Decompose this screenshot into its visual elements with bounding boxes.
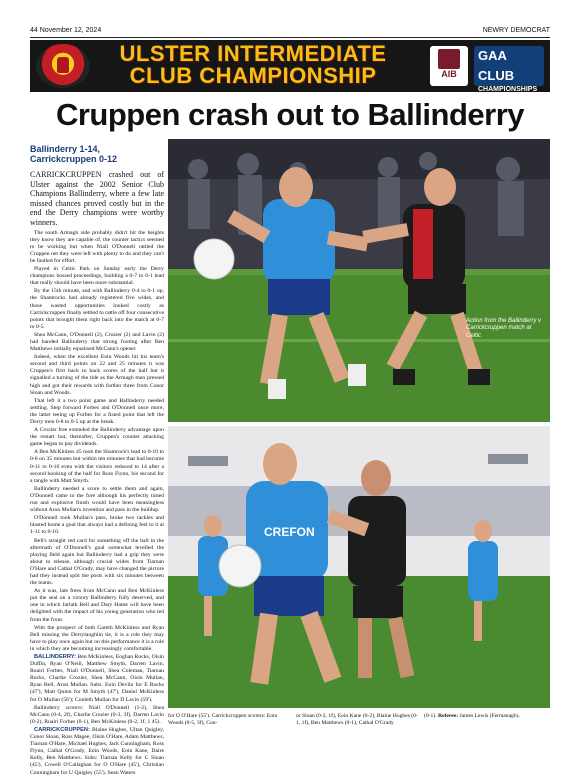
gaa-club-logo [474, 46, 544, 93]
match-photo-2 [168, 426, 550, 708]
referee-label: Referee: [438, 713, 459, 719]
banner-title [108, 43, 398, 87]
body-paragraph: The south Armagh side probably didn't hit the heights they know they are capable of, the counter tactics seemed to be working but when Niall O'Donnell rattled the Cruppen net they were left with plenty to do and they can't be faulted for effort. [30, 229, 164, 264]
ulster-crest-icon [36, 44, 90, 88]
ballinderry-scorers: Ballinderry scorers: Niall O'Donnell (1-2), Shea McCann (0-4, 2f), Charlie Crozier (0-3, 3f), Darren Lavin (0-2), Ruairi Forbes (0-1), Ben McKinless (0-2, 1f, 1 45). [30, 704, 164, 725]
shirt-sponsor: CREFON [264, 525, 315, 539]
continuation-col-1: for O O'Hare (55'). Carrickcruppen scorers: Eoin Woods (0-5, 3f), Con- [168, 713, 278, 726]
body-paragraph: Played in Celtic Park on Sunday early the Derry champions bossed proceedings, building a 0-7 to 0-1 lead that really should have been more substantial. [30, 266, 164, 287]
carrick-lineup [30, 727, 164, 777]
article-column [30, 140, 165, 776]
body-paragraph: As it was, late frees from McCann and Ben McKinless put the seal on a victory Ballinderry fully deserved, and one in which Jarlath Bell and Dary Hame will have been delighted with the impact of his young generation who led from the front. [30, 588, 164, 623]
body-paragraph: A Ben McKinless 45 took the Shamrock's lead to 0-10 to 0-6 on 35 minutes but within ten minutes that had become 0-11 to 0-10 even with the visitors reduced to 14 after a second booking of the half for Ross Flynn, his second for a tangle with Matt Smyth. [30, 449, 164, 484]
body-paragraph: With the prospect of both Gareth McKinless and Ryan Bell missing the Derrylaughlin tie, it is a role they may have to play once again but on this performance it is a role in which they are becoming increasingly comfortable. [30, 624, 164, 652]
ballinderry-heading: BALLINDERRY: [34, 654, 77, 660]
continuation-col-3 [424, 713, 550, 735]
body-paragraph: That left it a two point game and Ballinderry needed settling. Step forward Forbes and O'Donnell once more, the latter teeing up Forbes for a fisted point that left the Derry men 0-8 to 0-5 up at the break. [30, 397, 164, 425]
paper-name: NEWRY DEMOCRAT [482, 27, 550, 34]
body-paragraph: By the 15th minute, and with Ballinderry 0-4 to 0-1 up, the Shamrocks had already registered five wides, and those wasted opportunities looked costly as Carrickcruppen finally settled to rattle off four consecutive points that brought them right back into the match at 0-7 to 0-5. [30, 288, 164, 330]
page-header [30, 25, 550, 38]
referee-name: James Lewis (Fermanagh). [459, 713, 520, 719]
body-paragraph: Shea McCann, O'Donnell (2), Crozier (2) and Lavin (2) had handed Ballinderry that strong footing after Ben Matthews initially equalised McCann's opener. [30, 331, 164, 353]
body-paragraph: A Crozier free extended the Ballinderry advantage upon the restart but, thereafter, Cruppen's counter attacking game began to pay dividends. [30, 427, 164, 448]
body-paragraph: Ballinderry needed a score to settle them and again, O'Donnell came to the fore although his perfectly timed run and explosive finish would have been meaningless without Aron Mullan's invention and pass in the buildup. [30, 485, 164, 514]
match-photo-1 [168, 139, 550, 422]
body-paragraph: Bell's straight red card for something off the ball in the aftermath of O'Donnell's goal somewhat levelled the playing field again but Ballinderry had a grip they were about to release, although crucial wides from Tiarnan O'Hare and Cathal O'Grady, may have changed the picture had they instead split the posts with six minutes between the teams. [30, 537, 164, 587]
continuation-score: (0-1). [424, 713, 437, 719]
ballinderry-lineup [30, 654, 164, 704]
aib-label: AIB [441, 69, 457, 79]
carrick-heading: CARRICKCRUPPEN: [34, 726, 90, 733]
photo-caption: Action from the Ballinderry v Carrickcruppen match at Celtic [466, 318, 542, 339]
body-paragraph: Indeed, when the excellent Eoin Woods hit his team's second and third points on 22 and 25 minutes it was Cruppen's first back to back scores of the half but it signalled a turning of the tide as the Armagh men pressed high and got their rewards with further three from Conor Sloan and Woods. [30, 354, 164, 396]
banner-line-2: CLUB CHAMPIONSHIP [129, 63, 377, 88]
body-paragraph: O'Donnell took Mullan's pass, broke two tackles and blasted home a goal that always had a defining feel to it at 1-11 to 0-10. [30, 515, 164, 536]
gaa-sublabel: CHAMPIONSHIPS [478, 86, 538, 93]
ballinderry-team: Ben McKinless, Eoghan Rocks, Oisin Duffin, Ryan O'Neill, Matthew Smyth, Darren Lavin, Ruairi Forbes, Niall O'Donnell, Shea Coleman, Tiarnan Rocks, Charlie Crozier, Shea McCann, Oisin Mullan, Ryan Bell, Aron Mullan. Subs: Eoin Devlin for E Rocks (47'), Matt Quinn for M Smyth (47'), Daniel McKinless for O Mullan (56'); Conleth Mullan for D Lavin (59'). [30, 654, 164, 703]
carrick-team: Blaine Hughes, Ultan Quigley, Conor Sloan, Ross Magee, Oisin O'Hare, Adam Matthews, Tiarnan O'Hare, Michael Hughes, Jack Cunningham, Ross Flynn, Cathal O'Grady, Eoin Woods, Eoin Kane, Daire Kelly, Ben Matthews. Subs: Tiarnan Kelly for C Sloan (45'), Cowell O'Callaghan for O O'Hare (45'), Christian Cunningham for U Quigley (55'), Sean Waters [30, 726, 165, 776]
score-line: Ballinderry 1-14, Carrickcruppen 0-12 [30, 144, 118, 164]
lead-paragraph: CARRICKCRUPPEN crashed out of Ulster against the 2002 Senior Club Champions Ballinderry, where a few late missed chances proved costly but in the end the Derry champions were worthy winners. [30, 170, 164, 227]
page-date: 44 November 12, 2024 [30, 27, 102, 34]
gaa-label: GAA CLUB [478, 48, 515, 83]
banner-line-1: ULSTER INTERMEDIATE [119, 41, 387, 66]
article-headline: Cruppen crash out to Ballinderry [55, 97, 524, 132]
aib-logo [430, 46, 468, 86]
championship-banner [30, 40, 550, 92]
continuation-col-2: or Sloan (0-2, 1f), Eoin Kane (0-2), Blaine Hughes (0-1, 1f), Ben Matthews (0-1), Cathal O'Grady [296, 713, 418, 726]
